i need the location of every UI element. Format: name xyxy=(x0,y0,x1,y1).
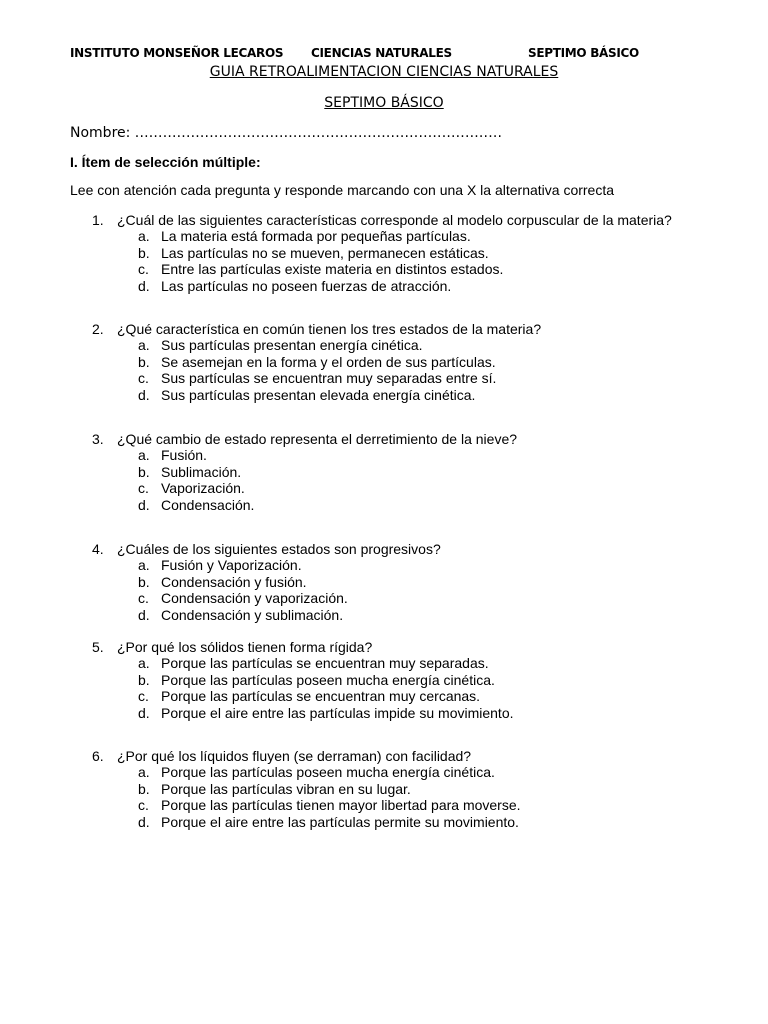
option-letter: d. xyxy=(138,813,150,830)
option-letter: d. xyxy=(138,496,150,513)
question-number: 2. xyxy=(92,321,104,337)
option-letter: a. xyxy=(138,447,150,464)
option-text: La materia está formada por pequeñas partículas. xyxy=(161,228,471,245)
option-letter: a. xyxy=(138,655,150,672)
option-text: Vaporización. xyxy=(161,480,245,497)
option-text: Porque las partículas se encuentran muy cercanas. xyxy=(161,688,481,705)
question-text: ¿Qué característica en común tienen los tres estados de la materia? xyxy=(117,321,542,337)
option-letter: b. xyxy=(138,463,150,480)
document-title: GUIA RETROALIMENTACION CIENCIAS NATURALES xyxy=(209,64,559,80)
instructions: Lee con atención cada pregunta y responde marcando con una X la alternativa correcta xyxy=(70,182,615,198)
option-text: Fusión. xyxy=(161,447,207,464)
option-letter: d. xyxy=(138,386,150,403)
option-text: Se asemejan en la forma y el orden de sus partículas. xyxy=(161,353,496,370)
name-field xyxy=(70,125,502,141)
option-letter: a. xyxy=(138,228,150,245)
option-text: Porque el aire entre las partículas impide su movimiento. xyxy=(161,704,514,721)
option-letter: a. xyxy=(138,337,150,354)
name-label: Nombre: xyxy=(70,125,131,141)
option-text: Entre las partículas existe materia en distintos estados. xyxy=(161,261,504,278)
option-letter: d. xyxy=(138,606,150,623)
option-letter: c. xyxy=(138,261,149,278)
question-text: ¿Qué cambio de estado representa el derretimiento de la nieve? xyxy=(117,431,518,447)
option-text: Porque las partículas poseen mucha energía cinética. xyxy=(161,671,495,688)
question-text: ¿Por qué los líquidos fluyen (se derraman) con facilidad? xyxy=(117,748,472,764)
header-institution: INSTITUTO MONSEÑOR LECAROS xyxy=(70,46,284,60)
option-text: Condensación. xyxy=(161,496,255,513)
header-level: SEPTIMO BÁSICO xyxy=(528,46,639,60)
question-number: 5. xyxy=(92,639,104,655)
option-text: Sus partículas se encuentran muy separadas entre sí. xyxy=(161,370,497,387)
question-number: 4. xyxy=(92,541,104,557)
option-letter: d. xyxy=(138,277,150,294)
option-text: Porque las partículas poseen mucha energía cinética. xyxy=(161,764,495,781)
option-text: Condensación y sublimación. xyxy=(161,606,344,623)
question-text: ¿Cuál de las siguientes características corresponde al modelo corpuscular de la materia? xyxy=(117,212,672,228)
option-letter: a. xyxy=(138,764,150,781)
option-letter: c. xyxy=(138,688,149,705)
option-text: Condensación y fusión. xyxy=(161,573,307,590)
header-subject: CIENCIAS NATURALES xyxy=(311,46,452,60)
question-number: 6. xyxy=(92,748,104,764)
option-letter: a. xyxy=(138,557,150,574)
option-text: Sublimación. xyxy=(161,463,242,480)
option-letter: c. xyxy=(138,797,149,814)
option-text: Las partículas no poseen fuerzas de atracción. xyxy=(161,277,452,294)
option-text: Las partículas no se mueven, permanecen estáticas. xyxy=(161,244,489,261)
option-text: Sus partículas presentan energía cinética. xyxy=(161,337,423,354)
question-number: 3. xyxy=(92,431,104,447)
section-title: I. Ítem de selección múltiple: xyxy=(70,154,261,170)
option-letter: b. xyxy=(138,244,150,261)
option-letter: c. xyxy=(138,370,149,387)
option-letter: d. xyxy=(138,704,150,721)
option-letter: b. xyxy=(138,353,150,370)
option-letter: b. xyxy=(138,671,150,688)
question-text: ¿Cuáles de los siguientes estados son progresivos? xyxy=(117,541,441,557)
name-blank-line: ............................................................................... xyxy=(134,125,503,141)
option-text: Porque el aire entre las partículas permite su movimiento. xyxy=(161,813,519,830)
document-subtitle: SEPTIMO BÁSICO xyxy=(324,95,444,111)
option-letter: c. xyxy=(138,480,149,497)
option-text: Condensación y vaporización. xyxy=(161,590,348,607)
option-text: Porque las partículas tienen mayor libertad para moverse. xyxy=(161,797,521,814)
question-text: ¿Por qué los sólidos tienen forma rígida? xyxy=(117,639,373,655)
option-text: Porque las partículas se encuentran muy separadas. xyxy=(161,655,489,672)
option-text: Sus partículas presentan elevada energía cinética. xyxy=(161,386,476,403)
option-letter: b. xyxy=(138,780,150,797)
document-header xyxy=(0,46,768,62)
option-letter: c. xyxy=(138,590,149,607)
option-text: Fusión y Vaporización. xyxy=(161,557,302,574)
question-number: 1. xyxy=(92,212,104,228)
option-text: Porque las partículas vibran en su lugar. xyxy=(161,780,411,797)
option-letter: b. xyxy=(138,573,150,590)
